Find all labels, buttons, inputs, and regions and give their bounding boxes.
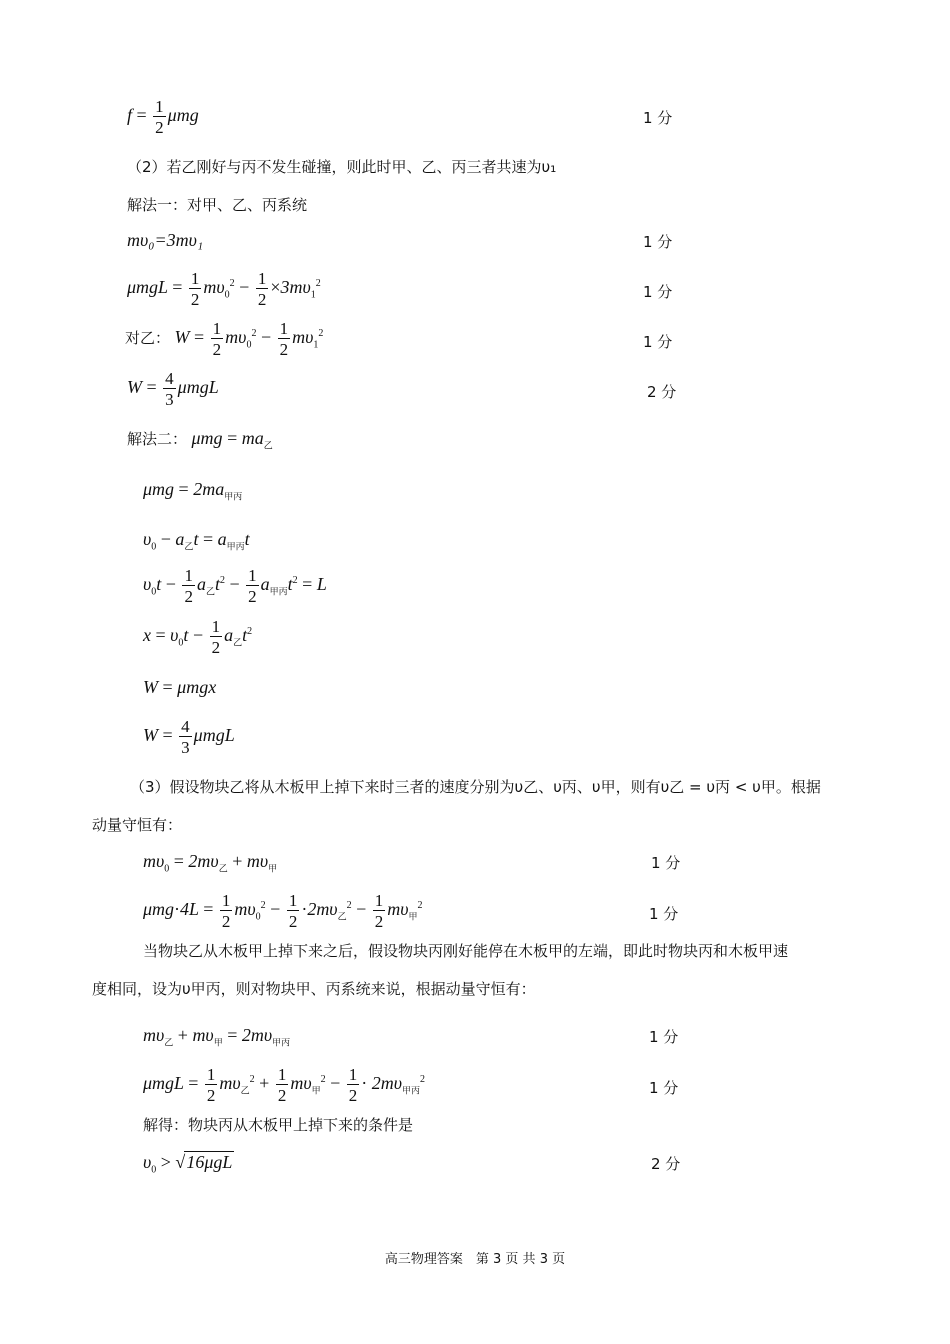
method1-label: 解法一：对甲、乙、丙系统 [127,196,308,214]
part3-eq-energy: μmg·4L = $\frac{1}{2}$ $m\upsilon_0^2$ − $\frac{1}{2}$ $\cdot 2m\upsilon_乙^2$ − $\frac{1}{2}$ $m\upsilon_甲^2$ [143,891,423,931]
score: 1 分 [643,333,673,351]
equation-friction: f = $\frac{1}{2}$ μmg [127,97,199,137]
method2-eq2: $\mu mg = 2ma_{甲丙}$ [143,479,243,503]
part2-intro: （2）若乙刚好与丙不发生碰撞，则此时甲、乙、丙三者共速为υ₁ [127,158,557,176]
part3-paragraph1: （3）假设物块乙将从木板甲上掉下来时三者的速度分别为υ乙、υ丙、υ甲，则有υ乙 = υ丙 < υ甲。根据 动量守恒有： [92,778,821,834]
score: 1 分 [651,854,681,872]
method2-eq7: W = $\frac{4}{3}$ μmgL [143,717,235,757]
score: 2 分 [651,1155,681,1173]
part3-result: $\upsilon_0 > √16\mu gL$ [143,1152,233,1176]
score: 1 分 [649,905,679,923]
score: 1 分 [649,1079,679,1097]
score: 1 分 [643,233,673,251]
equation-momentum: mυ₀=3mυ₁ [127,230,204,250]
method2-line1: 解法二： $\mu mg = ma_乙$ [127,428,273,452]
method2-eq3: $\upsilon_0 - a_乙t = a_{甲丙}t$ [143,529,250,553]
score: 2 分 [647,383,677,401]
part3-paragraph2: 当物块乙从木板甲上掉下来之后，假设物块丙刚好能停在木板甲的左端，即此时物块丙和木板甲速 度相同，设为υ甲丙，则对物块甲、丙系统来说，根据动量守恒有： [92,942,789,998]
method2-eq6: W = μmgx [143,677,217,697]
score: 1 分 [649,1028,679,1046]
equation-work-result: W = $\frac{4}{3}$ μmgL [127,369,219,409]
method2-eq5: $x = \upsilon_0t$ − $\frac{1}{2}$ $a_乙t^2$ [143,617,253,657]
part3-eq-momentum: $m\upsilon_0 = 2m\upsilon_乙 + m\upsilon_甲$ [143,851,278,875]
score: 1 分 [643,283,673,301]
part3-eq-energy2: μmgL = $\frac{1}{2}$ $m\upsilon_乙^2$ + $\frac{1}{2}$ $m\upsilon_甲^2$ − $\frac{1}{2}$ · $2m\upsilon_{甲丙}^2$ [143,1065,426,1105]
page-footer: 高三物理答案 第 3 页 共 3 页 [384,1252,566,1267]
equation-energy: μmgL = $\frac{1}{2}$ $m\upsilon_0^2$ − $\frac{1}{2}$ $\times 3m\upsilon_1^2$ [127,269,321,309]
method2-eq4: $\upsilon_0t$ − $\frac{1}{2}$ $a_乙t^2$ − $\frac{1}{2}$ $a_{甲丙}t^2 = L$ [143,566,327,606]
score: 1 分 [643,109,673,127]
equation-work-yi: 对乙： W = $\frac{1}{2}$ $m\upsilon_0^2$ − $\frac{1}{2}$ $m\upsilon_1^2$ [125,319,324,359]
part3-eq-momentum2: $m\upsilon_乙 + m\upsilon_甲 = 2m\upsilon_{甲丙}$ [143,1025,291,1049]
solve-label: 解得：物块丙从木板甲上掉下来的条件是 [143,1116,414,1134]
